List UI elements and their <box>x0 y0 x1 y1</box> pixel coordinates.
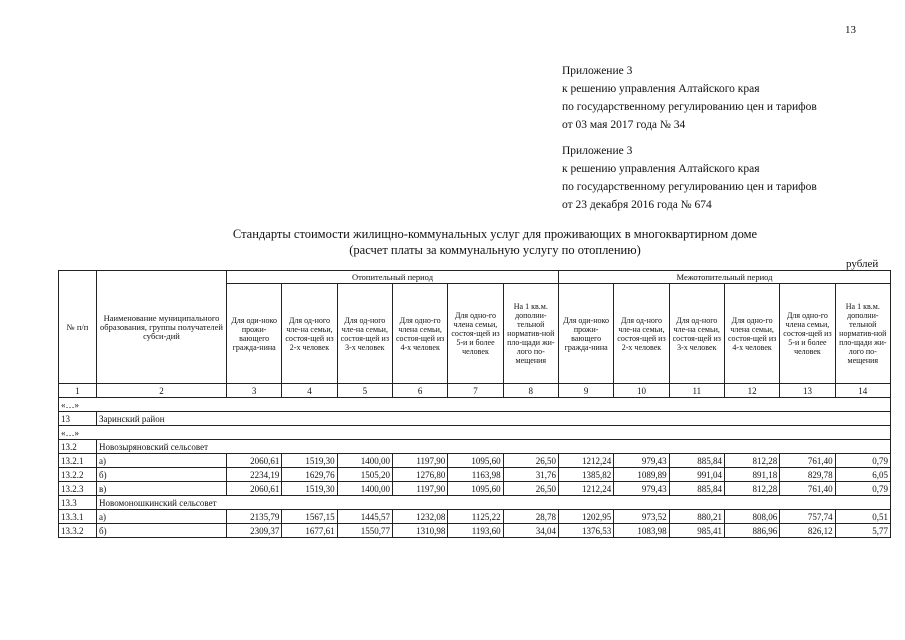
table-row <box>59 482 891 496</box>
value-cell: 1519,30 <box>282 454 337 468</box>
header-heating-col-4: Для одно-го члена семьи, состоя-щей из 4-х человек <box>392 284 447 384</box>
column-number: 12 <box>724 384 779 398</box>
header-interheating-col-3: Для од-ного чле-на семьи, состоя-щей из 3-х человек <box>669 284 724 384</box>
value-cell: 2309,37 <box>227 524 282 538</box>
value-cell: 1276,80 <box>392 468 447 482</box>
value-cell: 1197,90 <box>392 482 447 496</box>
value-cell: 761,40 <box>780 454 835 468</box>
row-label: а) <box>97 510 227 524</box>
header-heating-col-5: Для одно-го члена семьи, состоя-щей из 5-и и более человек <box>448 284 503 384</box>
table-row <box>59 412 891 426</box>
value-cell: 1385,82 <box>558 468 613 482</box>
value-cell: 1376,53 <box>558 524 613 538</box>
value-cell: 1400,00 <box>337 482 392 496</box>
value-cell: 979,43 <box>614 482 669 496</box>
value-cell: 26,50 <box>503 454 558 468</box>
column-number: 3 <box>227 384 282 398</box>
header-name: Наименование муниципального образования, группы получателей субси-дий <box>97 271 227 384</box>
title-subline: (расчет платы за коммунальную услугу по отоплению) <box>349 243 641 257</box>
section-name: Заринский район <box>97 412 891 426</box>
row-code: 13.3.1 <box>59 510 97 524</box>
header-heating-col-1: Для оди-ноко прожи-вающего гражда-нина <box>227 284 282 384</box>
units-label: рублей <box>846 258 879 270</box>
column-number: 14 <box>835 384 890 398</box>
table-row <box>59 440 891 454</box>
row-label: в) <box>97 482 227 496</box>
header-heating-col-2: Для од-ного чле-на семьи, состоя-щей из 2-х человек <box>282 284 337 384</box>
table-row <box>59 426 891 440</box>
header-heating-col-3: Для од-ного чле-на семьи, состоя-щей из 3-х человек <box>337 284 392 384</box>
row-code: 13.3 <box>59 496 97 510</box>
value-cell: 1125,22 <box>448 510 503 524</box>
table-row <box>59 510 891 524</box>
value-cell: 885,84 <box>669 454 724 468</box>
appendix-line: Приложение 3 <box>562 65 633 77</box>
value-cell: 979,43 <box>614 454 669 468</box>
value-cell: 826,12 <box>780 524 835 538</box>
value-cell: 1212,24 <box>558 454 613 468</box>
appendix-line: по государственному регулированию цен и тарифов <box>562 101 817 113</box>
ellipsis-cell: «…» <box>59 398 891 412</box>
tariff-table <box>58 270 891 538</box>
row-label: б) <box>97 524 227 538</box>
column-number: 8 <box>503 384 558 398</box>
row-code: 13.2 <box>59 440 97 454</box>
value-cell: 985,41 <box>669 524 724 538</box>
value-cell: 1519,30 <box>282 482 337 496</box>
value-cell: 26,50 <box>503 482 558 496</box>
value-cell: 28,78 <box>503 510 558 524</box>
value-cell: 1567,15 <box>282 510 337 524</box>
row-code: 13.2.2 <box>59 468 97 482</box>
header-interheating-col-2: Для од-ного чле-на семьи, состоя-щей из 2-х человек <box>614 284 669 384</box>
appendix-line: по государственному регулированию цен и тарифов <box>562 181 817 193</box>
value-cell: 1212,24 <box>558 482 613 496</box>
value-cell: 1400,00 <box>337 454 392 468</box>
value-cell: 2060,61 <box>227 482 282 496</box>
table-row <box>59 398 891 412</box>
column-number: 10 <box>614 384 669 398</box>
table-row <box>59 468 891 482</box>
value-cell: 1232,08 <box>392 510 447 524</box>
appendix-line: от 03 мая 2017 года № 34 <box>562 119 686 131</box>
value-cell: 0,79 <box>835 454 890 468</box>
value-cell: 1202,95 <box>558 510 613 524</box>
value-cell: 1550,77 <box>337 524 392 538</box>
value-cell: 886,96 <box>724 524 779 538</box>
value-cell: 5,77 <box>835 524 890 538</box>
value-cell: 0,51 <box>835 510 890 524</box>
section-name: Новозыряновский сельсовет <box>97 440 891 454</box>
value-cell: 761,40 <box>780 482 835 496</box>
header-interheating-col-4: Для одно-го члена семьи, состоя-щей из 4-х человек <box>724 284 779 384</box>
value-cell: 2135,79 <box>227 510 282 524</box>
header-interheating-col-5: Для одно-го члена семьи, состоя-щей из 5-и и более человек <box>780 284 835 384</box>
value-cell: 812,28 <box>724 454 779 468</box>
header-heating-col-6: На 1 кв.м. дополни-тельной норматив-ной пло-щади жи-лого по-мещения <box>503 284 558 384</box>
value-cell: 31,76 <box>503 468 558 482</box>
value-cell: 1629,76 <box>282 468 337 482</box>
value-cell: 829,78 <box>780 468 835 482</box>
value-cell: 1193,60 <box>448 524 503 538</box>
table-row <box>59 454 891 468</box>
row-code: 13.3.2 <box>59 524 97 538</box>
column-number: 5 <box>337 384 392 398</box>
row-code: 13 <box>59 412 97 426</box>
value-cell: 1163,98 <box>448 468 503 482</box>
value-cell: 808,06 <box>724 510 779 524</box>
column-number: 7 <box>448 384 503 398</box>
value-cell: 885,84 <box>669 482 724 496</box>
column-number: 1 <box>59 384 97 398</box>
row-code: 13.2.1 <box>59 454 97 468</box>
header-heating-period: Отопительный период <box>227 271 559 284</box>
column-number: 11 <box>669 384 724 398</box>
column-number: 2 <box>97 384 227 398</box>
column-number: 4 <box>282 384 337 398</box>
value-cell: 812,28 <box>724 482 779 496</box>
value-cell: 0,79 <box>835 482 890 496</box>
value-cell: 2060,61 <box>227 454 282 468</box>
document-title <box>150 226 840 258</box>
value-cell: 757,74 <box>780 510 835 524</box>
header-interheating-period: Межотопительный период <box>558 271 890 284</box>
appendix-line: к решению управления Алтайского края <box>562 83 760 95</box>
appendix-block-2 <box>562 142 817 214</box>
value-cell: 1095,60 <box>448 482 503 496</box>
value-cell: 1089,89 <box>614 468 669 482</box>
value-cell: 1445,57 <box>337 510 392 524</box>
value-cell: 2234,19 <box>227 468 282 482</box>
appendix-line: от 23 декабря 2016 года № 674 <box>562 199 712 211</box>
value-cell: 1677,61 <box>282 524 337 538</box>
title-line: Стандарты стоимости жилищно-коммунальных услуг для проживающих в многоквартирном доме <box>232 227 758 241</box>
value-cell: 34,04 <box>503 524 558 538</box>
value-cell: 1095,60 <box>448 454 503 468</box>
column-number: 13 <box>780 384 835 398</box>
header-no: № п/п <box>59 271 97 384</box>
row-code: 13.2.3 <box>59 482 97 496</box>
value-cell: 880,21 <box>669 510 724 524</box>
header-interheating-col-1: Для оди-ноко прожи-вающего гражда-нина <box>558 284 613 384</box>
appendix-block-1 <box>562 62 817 134</box>
section-name: Новомоношкинский сельсовет <box>97 496 891 510</box>
value-cell: 891,18 <box>724 468 779 482</box>
value-cell: 6,05 <box>835 468 890 482</box>
table-row <box>59 524 891 538</box>
value-cell: 1197,90 <box>392 454 447 468</box>
value-cell: 1083,98 <box>614 524 669 538</box>
value-cell: 991,04 <box>669 468 724 482</box>
ellipsis-cell: «…» <box>59 426 891 440</box>
appendix-line: к решению управления Алтайского края <box>562 163 760 175</box>
column-number: 6 <box>392 384 447 398</box>
value-cell: 1505,20 <box>337 468 392 482</box>
column-number: 9 <box>558 384 613 398</box>
value-cell: 1310,98 <box>392 524 447 538</box>
value-cell: 973,52 <box>614 510 669 524</box>
table-row <box>59 496 891 510</box>
header-interheating-col-6: На 1 кв.м. дополни-тельной норматив-ной пло-щади жи-лого по-мещения <box>835 284 890 384</box>
appendix-line: Приложение 3 <box>562 145 633 157</box>
row-label: а) <box>97 454 227 468</box>
page-number: 13 <box>845 24 856 36</box>
row-label: б) <box>97 468 227 482</box>
